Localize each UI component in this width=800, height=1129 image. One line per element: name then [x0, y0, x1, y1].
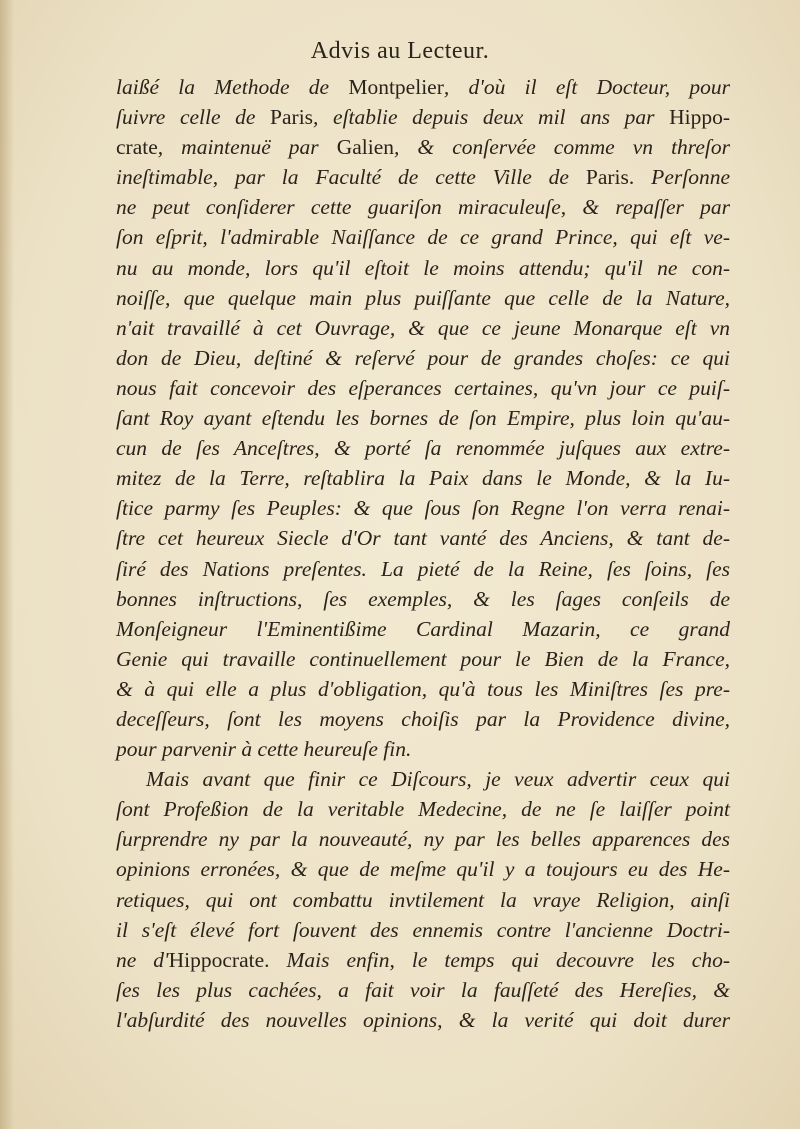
italic-text: opinions erronées, & que de meſme qu'il y a toujours eu des He- — [116, 857, 730, 882]
italic-text: noiſſe, que quelque main plus puiſſante que celle de la Nature, — [116, 285, 730, 310]
text-line — [116, 734, 730, 764]
text-line — [116, 313, 730, 343]
roman-text: Paris. — [585, 165, 635, 190]
italic-text: ſurprendre ny par la nouveauté, ny par les belles apparences des — [116, 827, 730, 852]
italic-text: il s'eſt élevé fort ſouvent des ennemis contre l'ancienne Doctri- — [116, 917, 730, 942]
italic-text: l'abſurdité des nouvelles opinions, & la verité qui doit durer — [116, 1007, 730, 1032]
italic-text: laißé la Methode de — [116, 75, 349, 99]
text-line — [116, 162, 730, 192]
paragraph — [116, 764, 730, 1035]
text-line — [116, 644, 730, 674]
text-line — [116, 72, 730, 102]
paragraph — [116, 72, 730, 764]
italic-text: & à qui elle a plus d'obligation, qu'à tous les Miniſtres ſes pre- — [116, 676, 730, 701]
text-line — [116, 885, 730, 915]
italic-text: nu au monde, lors qu'il eſtoit le moins attendu; qu'il ne con- — [116, 255, 730, 280]
italic-text: ſon eſprit, l'admirable Naiſſance de ce grand Prince, qui eſt ve- — [116, 225, 730, 250]
italic-text: , eſtablie depuis deux mil ans par — [313, 105, 670, 130]
italic-text: Mais avant que finir ce Diſcours, je veux advertir ceux qui — [146, 767, 730, 792]
italic-text: ne d' — [116, 947, 169, 972]
italic-text: nous fait concevoir des eſperances certaines, qu'vn jour ce puiſ- — [116, 375, 730, 400]
italic-text: pour parvenir à cette heureuſe fin. — [116, 737, 412, 762]
italic-text: Mais enfin, le temps qui decouvre les cho- — [269, 947, 730, 972]
italic-text: Monſeigneur l'Eminentißime Cardinal Mazarin, ce grand — [116, 616, 730, 641]
text-line — [116, 554, 730, 584]
text-line — [116, 584, 730, 614]
italic-text: , maintenuë par — [157, 135, 337, 160]
roman-text: Galien — [336, 135, 395, 160]
italic-text: Perſonne — [634, 165, 730, 190]
text-line — [116, 192, 730, 222]
text-line — [116, 253, 730, 283]
text-line — [116, 945, 730, 975]
italic-text: don de Dieu, deſtiné & reſervé pour de grandes choſes: ce qui — [116, 345, 730, 370]
running-header: Advis au Lecteur. — [310, 38, 490, 64]
text-line — [116, 403, 730, 433]
italic-text: retiques, qui ont combattu invtilement la vraye Religion, ainſi — [116, 887, 730, 912]
italic-text: ne peut conſiderer cette guariſon miraculeuſe, & repaſſer par — [116, 195, 730, 220]
italic-text: ſuivre celle de — [116, 105, 271, 130]
text-line — [116, 463, 730, 493]
roman-text: Hippo- — [669, 105, 730, 130]
italic-text: ſiré des Nations preſentes. La pieté de la Reine, ſes ſoins, ſes — [116, 556, 730, 581]
text-line — [116, 1005, 730, 1035]
italic-text: mitez de la Terre, reſtablira la Paix dans le Monde, & la Iu- — [116, 466, 730, 491]
text-line — [116, 975, 730, 1005]
italic-text: , d'où il eſt Docteur, pour — [443, 75, 730, 99]
italic-text: deceſſeurs, ſont les moyens choiſis par la Providence divine, — [116, 706, 730, 731]
roman-text: Paris — [270, 105, 314, 130]
text-line — [116, 854, 730, 884]
roman-text: Montpelier — [348, 75, 444, 99]
text-line — [116, 283, 730, 313]
text-line — [116, 493, 730, 523]
text-line — [116, 132, 730, 162]
italic-text: cun de ſes Anceſtres, & porté ſa renommée juſques aux extre- — [116, 436, 730, 461]
text-line — [116, 794, 730, 824]
italic-text: Genie qui travaille continuellement pour le Bien de la France, — [116, 646, 730, 671]
text-line — [116, 373, 730, 403]
text-line — [116, 102, 730, 132]
text-line — [116, 915, 730, 945]
text-line — [116, 343, 730, 373]
italic-text: ſont Profeßion de la veritable Medecine, de ne ſe laiſſer point — [116, 797, 730, 822]
text-line — [116, 222, 730, 252]
italic-text: , & conſervée comme vn threſor — [394, 135, 730, 160]
text-line — [116, 764, 730, 794]
page-edge-shadow — [0, 0, 14, 1129]
italic-text: ineſtimable, par la Faculté de cette Ville de — [116, 165, 586, 190]
italic-text: bonnes inſtructions, ſes exemples, & les ſages conſeils de — [116, 586, 730, 611]
text-line — [116, 614, 730, 644]
text-line — [116, 824, 730, 854]
text-line — [116, 674, 730, 704]
roman-text: Hippocrate. — [168, 947, 270, 972]
body-text — [116, 72, 730, 1035]
roman-text: crate — [116, 135, 158, 160]
italic-text: ſtre cet heureux Siecle d'Or tant vanté des Anciens, & tant de- — [116, 526, 730, 551]
italic-text: n'ait travaillé à cet Ouvrage, & que ce jeune Monarque eſt vn — [116, 315, 730, 340]
italic-text: ſant Roy ayant eſtendu les bornes de ſon Empire, plus loin qu'au- — [116, 406, 730, 431]
text-line — [116, 523, 730, 553]
text-line — [116, 704, 730, 734]
text-line — [116, 433, 730, 463]
italic-text: ſtice parmy ſes Peuples: & que ſous ſon Regne l'on verra renai- — [116, 496, 730, 521]
italic-text: ſes les plus cachées, a fait voir la fauſſeté des Hereſies, & — [116, 977, 730, 1002]
